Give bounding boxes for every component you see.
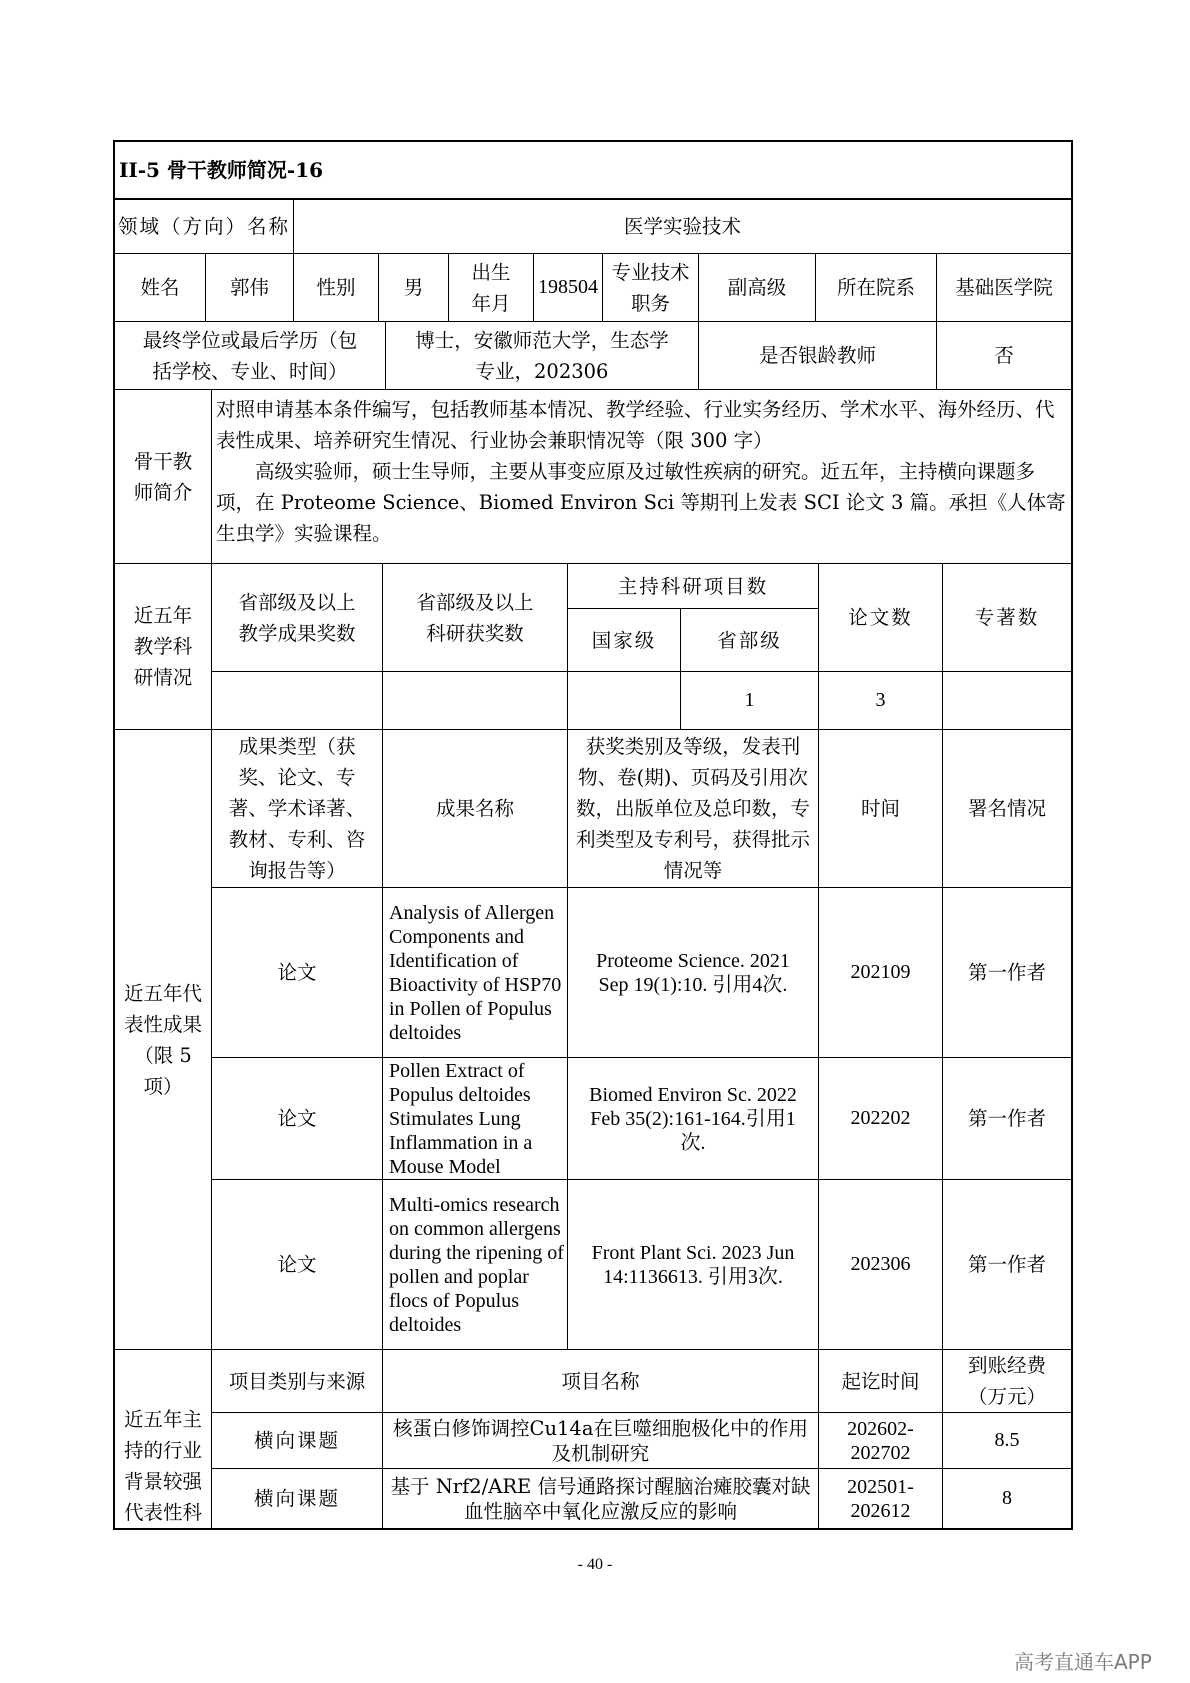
silver-teacher-value: 否	[936, 321, 1071, 389]
research-label: 近五年教学科研情况	[115, 563, 211, 729]
achievement-1-name: Analysis of Allergen Components and Identification of Bioactivity of HSP70 in Pollen of Populus deltoides	[382, 887, 567, 1057]
achievement-detail-header: 获奖类别及等级，发表刊物、卷(期)、页码及引用次数，出版单位及总印数，专利类型及专利号，获得批示情况等	[567, 729, 818, 887]
projects-header: 主持科研项目数	[567, 563, 818, 608]
research-award-value	[382, 671, 567, 729]
name-label: 姓名	[115, 253, 205, 321]
project-1-period: 202602-202702	[818, 1412, 942, 1468]
dept-value: 基础医学院	[936, 253, 1071, 321]
achievement-3-detail: Front Plant Sci. 2023 Jun 14:1136613. 引用3次.	[567, 1179, 818, 1349]
section-title: II-5 骨干教师简况-16	[119, 157, 324, 182]
books-header: 专著数	[942, 563, 1071, 671]
silver-teacher-label: 是否银龄教师	[698, 321, 936, 389]
achievement-2-detail: Biomed Environ Sc. 2022 Feb 35(2):161-164.引用1次.	[567, 1057, 818, 1179]
achievement-type-header: 成果类型（获奖、论文、专著、学术译著、教材、专利、咨询报告等）	[211, 729, 382, 887]
project-1-fund: 8.5	[942, 1412, 1071, 1468]
birth-label: 出生年月	[448, 253, 533, 321]
achievement-2-name: Pollen Extract of Populus deltoides Stimulates Lung Inflammation in a Mouse Model	[382, 1057, 567, 1179]
achievement-1-type: 论文	[211, 887, 382, 1057]
project-fund-header: 到账经费（万元）	[942, 1349, 1071, 1412]
field-label: 领域（方向）名称	[115, 198, 293, 253]
gender-value: 男	[378, 253, 448, 321]
achievement-time-header: 时间	[818, 729, 942, 887]
achievement-2-type: 论文	[211, 1057, 382, 1179]
job-title-label: 专业技术职务	[602, 253, 698, 321]
projects-label: 近五年主持的行业背景较强代表性科	[115, 1349, 211, 1528]
intro-instruction: 对照申请基本条件编写，包括教师基本情况、教学经验、行业实务经历、学术水平、海外经历、代表性成果、培养研究生情况、行业协会兼职情况等（限 300 字）	[216, 398, 1055, 452]
achievement-2-time: 202202	[818, 1057, 942, 1179]
achievement-3-sign: 第一作者	[942, 1179, 1071, 1349]
achievement-3-type: 论文	[211, 1179, 382, 1349]
job-title-value: 副高级	[698, 253, 815, 321]
watermark-text: 高考直通车APP	[1014, 1650, 1152, 1674]
project-name-header: 项目名称	[382, 1349, 818, 1412]
intro-text	[211, 389, 1071, 563]
gender-label: 性别	[293, 253, 378, 321]
papers-header: 论文数	[818, 563, 942, 671]
achievement-1-time: 202109	[818, 887, 942, 1057]
name-value: 郭伟	[205, 253, 293, 321]
provincial-header: 省部级	[680, 608, 818, 671]
page-number: - 40 -	[577, 1556, 613, 1573]
achievement-sign-header: 署名情况	[942, 729, 1071, 887]
project-2-fund: 8	[942, 1468, 1071, 1528]
dept-label: 所在院系	[815, 253, 936, 321]
achievements-label: 近五年代表性成果（限 5 项）	[115, 729, 211, 1349]
project-2-source: 横向课题	[211, 1468, 382, 1528]
national-header: 国家级	[567, 608, 680, 671]
books-value	[942, 671, 1071, 729]
intro-label: 骨干教师简介	[115, 389, 211, 563]
project-2-period: 202501-202612	[818, 1468, 942, 1528]
papers-value: 3	[818, 671, 942, 729]
degree-value: 博士，安徽师范大学，生态学专业，202306	[385, 321, 698, 389]
field-value: 医学实验技术	[293, 198, 1071, 253]
research-award-header: 省部级及以上科研获奖数	[382, 563, 567, 671]
achievement-name-header: 成果名称	[382, 729, 567, 887]
project-1-source: 横向课题	[211, 1412, 382, 1468]
achievement-1-sign: 第一作者	[942, 887, 1071, 1057]
intro-body: 高级实验师，硕士生导师，主要从事变应原及过敏性疾病的研究。近五年，主持横向课题多项，在 Proteome Science、Biomed Environ Sci 等期刊上发表 SCI 论文 3 篇。承担《人体寄生虫学》实验课程。	[216, 460, 1066, 545]
teaching-award-value	[211, 671, 382, 729]
achievement-3-name: Multi-omics research on common allergens during the ripening of pollen and poplar flocs of Populus deltoides	[382, 1179, 567, 1349]
provincial-value: 1	[680, 671, 818, 729]
project-source-header: 项目类别与来源	[211, 1349, 382, 1412]
project-period-header: 起讫时间	[818, 1349, 942, 1412]
achievement-1-detail: Proteome Science. 2021 Sep 19(1):10. 引用4次.	[567, 887, 818, 1057]
project-2-name: 基于 Nrf2/ARE 信号通路探讨醒脑治瘫胶囊对缺血性脑卒中氧化应激反应的影响	[382, 1468, 818, 1528]
national-value	[567, 671, 680, 729]
achievement-3-time: 202306	[818, 1179, 942, 1349]
degree-label: 最终学位或最后学历（包括学校、专业、时间）	[115, 321, 385, 389]
teaching-award-header: 省部级及以上教学成果奖数	[211, 563, 382, 671]
achievement-2-sign: 第一作者	[942, 1057, 1071, 1179]
birth-value: 198504	[533, 253, 602, 321]
teacher-profile-form	[113, 140, 1073, 1530]
project-1-name: 核蛋白修饰调控Cu14a在巨噬细胞极化中的作用及机制研究	[382, 1412, 818, 1468]
